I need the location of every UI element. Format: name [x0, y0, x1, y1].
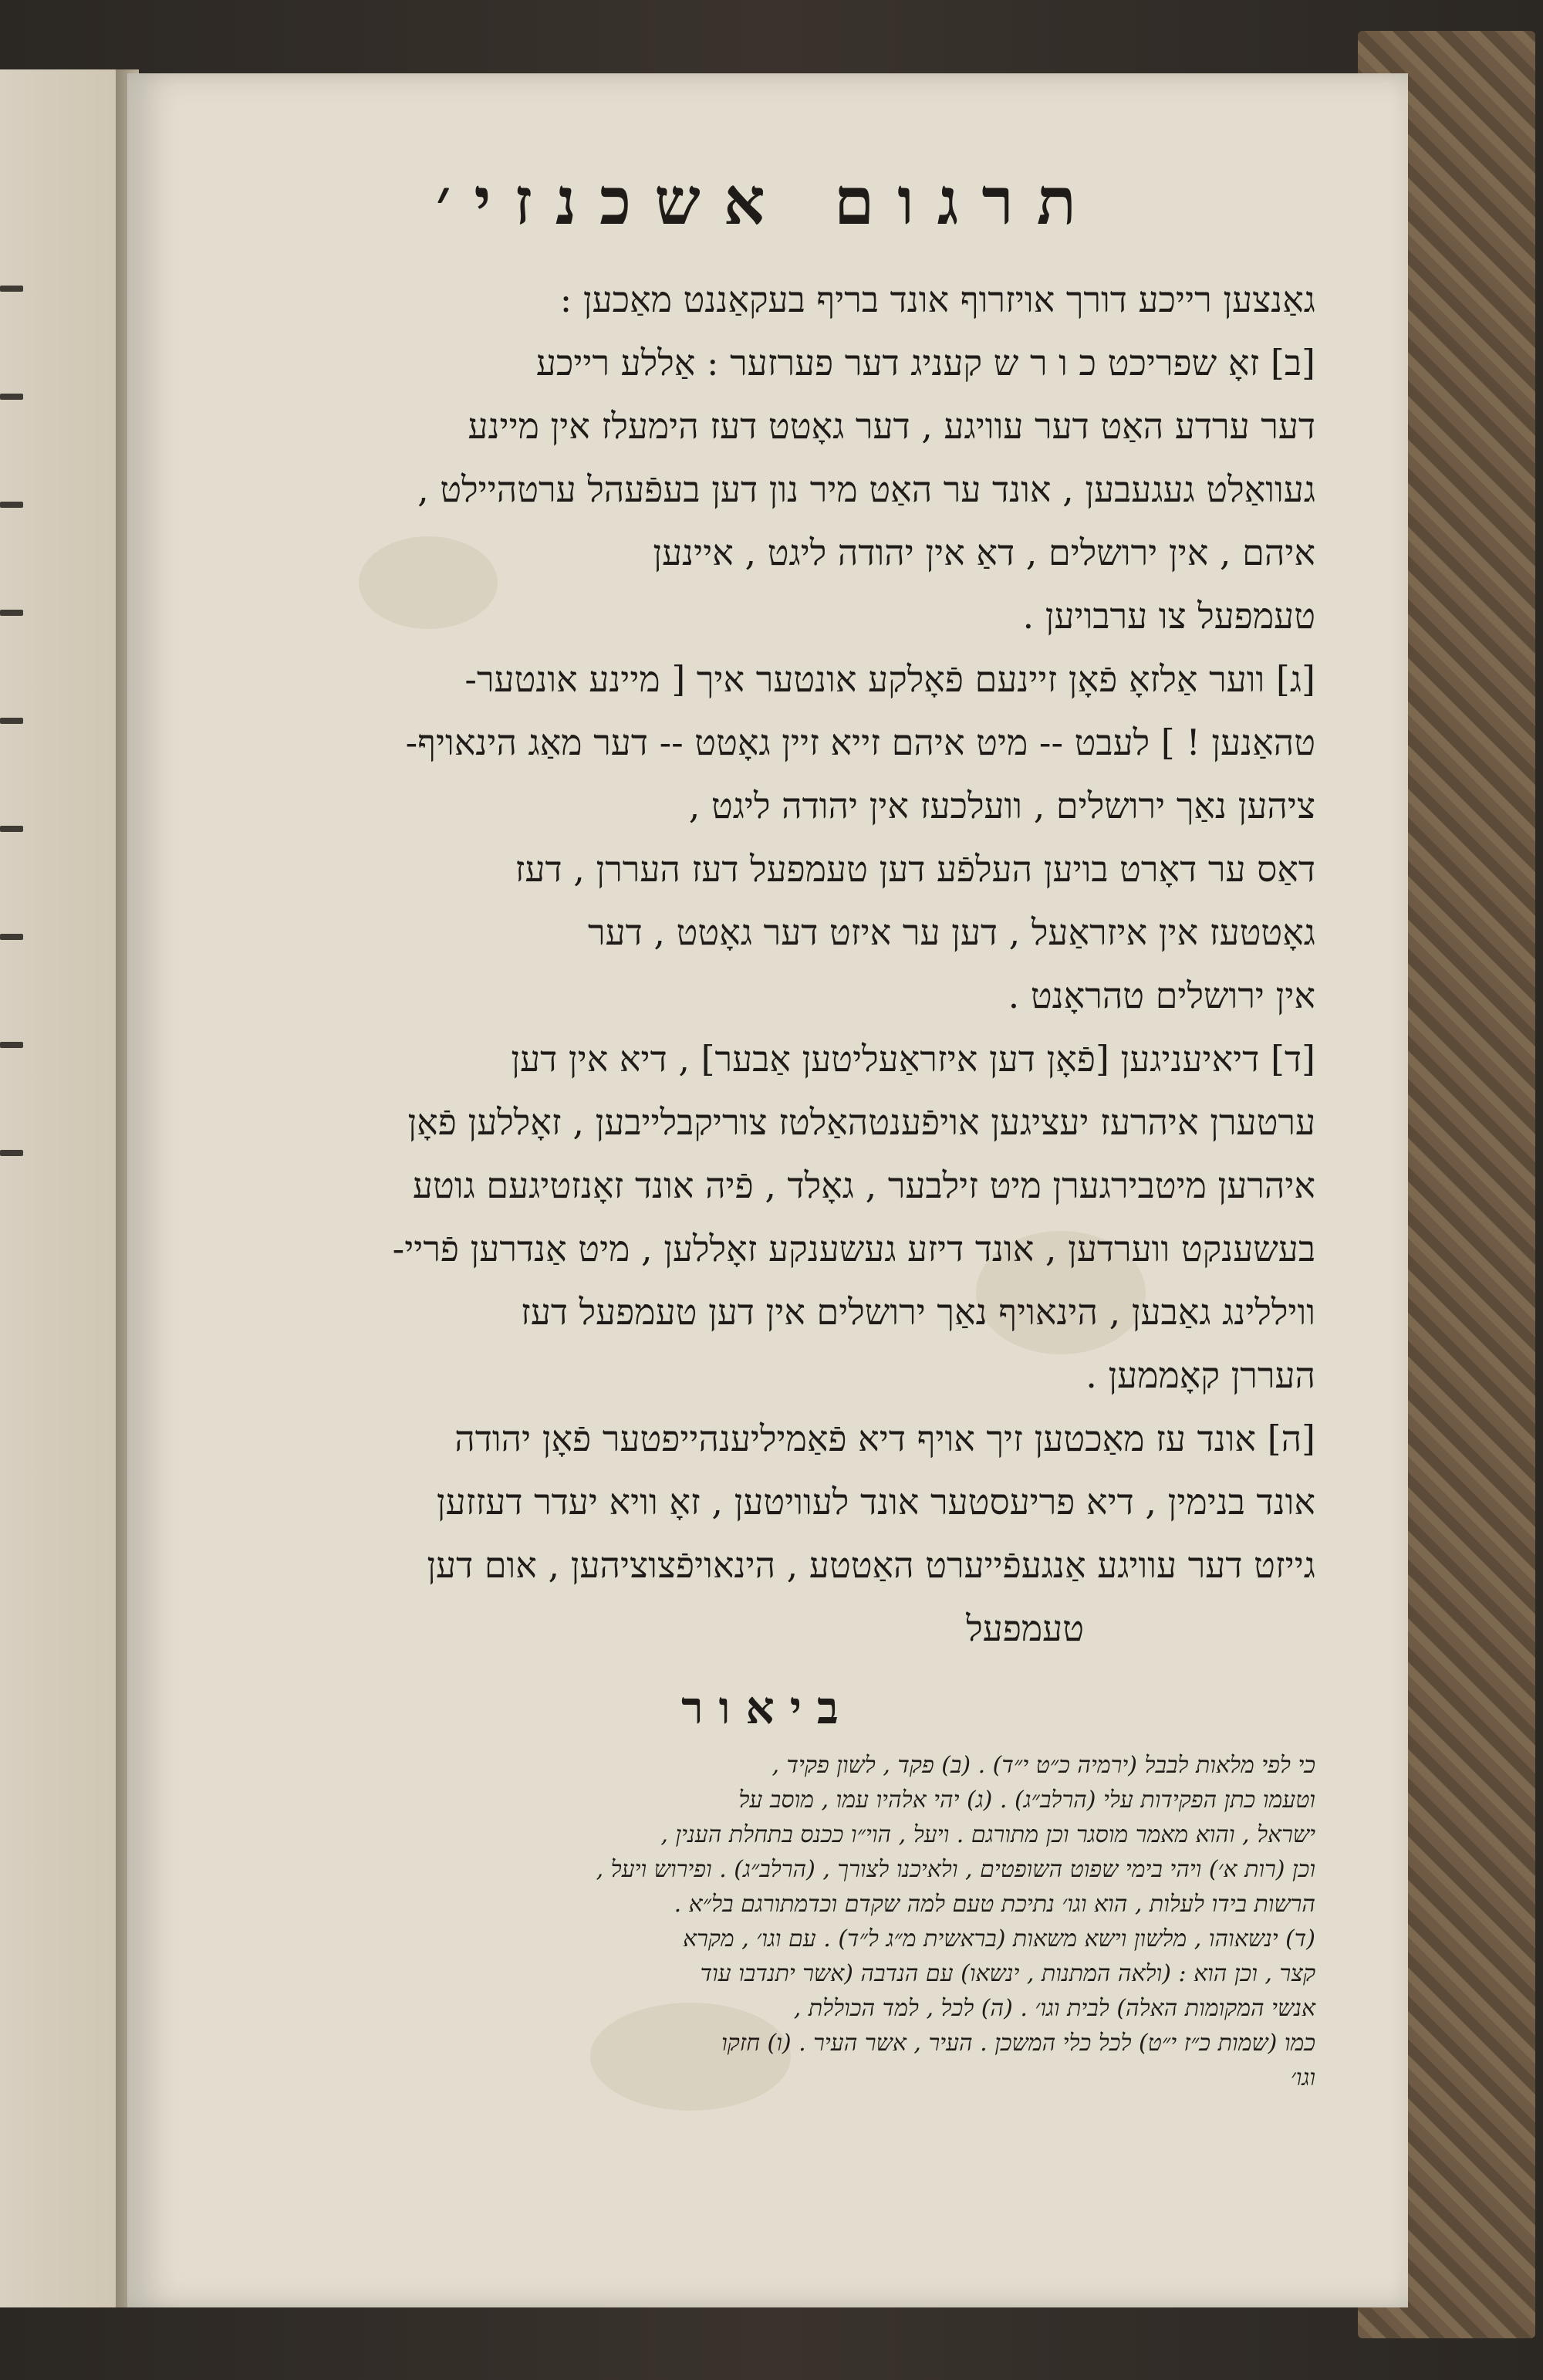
verse-line: גייזט דער עוויגע אַנגעפֿייערט האַטטע , הינאויפֿצוציהען , אום דען [427, 1544, 1315, 1587]
commentary-line: (ד) ינשאוהו , מלשון וישא משאות (בראשית מ״ג ל״ד) . עם וגו׳ , מקרא [683, 1925, 1315, 1953]
commentary-line: ישראל , והוא מאמר מוסגר וכן מתורגם . ויעל , הוי״ו ככנס בתחלת הענין , [660, 1821, 1315, 1849]
verse-line: ציהען נאַך ירושלים , וועלכעז אין יהודה ליגט , [688, 785, 1315, 827]
verse-line: טעמפעל [966, 1608, 1084, 1650]
book-page [127, 73, 1408, 2307]
commentary-line: קצר , וכן הוא : (ולאה המתנות , ינשאו) עם הנדבה (אשר יתנדבו עוד [700, 1960, 1315, 1988]
verse-line: אונד בנימין , דיא פריעסטער אונד לעוויטען , זאָ וויא יעדר דעזזען [436, 1481, 1315, 1523]
verse-line: טעמפעל צו ערבויען . [1022, 595, 1315, 637]
commentary-line: וגו׳ [1290, 2064, 1315, 2092]
verse-line: טהאַנען ! ] לעבט -- מיט איהם זייא זיין גאָטט -- דער מאַג הינאויף- [405, 722, 1315, 764]
verse-line: גאָטטעז אין איזראַעל , דען ער איזט דער גאָטט , דער [588, 911, 1315, 954]
verse-line: ערטערן איהרעז יעציגען אויפֿענטהאַלטז צוריקבלייבען , זאָללען פֿאָן [407, 1101, 1315, 1144]
verse-line: דאַס ער דאָרט בויען העלפֿע דען טעמפעל דעז העררן , דעז [515, 848, 1315, 891]
commentary-line: הרשות בידו לעלות , הוא וגו׳ נתיכת טעם למה שקדם וכדמתורגם בל״א . [674, 1891, 1315, 1919]
verse-line: גאַנצען רייכע דורך אויזרוף אונד בריף בעקאַננט מאַכען : [559, 279, 1315, 321]
left-page-edge [0, 69, 120, 2307]
commentary-line: וכן (רות א׳) ויהי בימי שפוט השופטים , ולאיכנו לצורך , (הרלב״ג) . ופירוש ויעל , [596, 1856, 1315, 1884]
commentary-heading: ביאור [681, 1682, 854, 1735]
verse-line: געוואַלט געגעבען , אונד ער האַט מיר נון דען בעפֿעהל ערטהיילט , [417, 468, 1315, 511]
commentary-line: וטעמו כתן הפקידות עלי (הרלב״ג) . (ג) יהי אלהיו עמו , מוסב על [738, 1787, 1315, 1814]
verse-line: אין ירושלים טהראָנט . [1008, 975, 1315, 1017]
verse-line: [ה] אונד עז מאַכטען זיך אויף דיא פֿאַמיליענהייפטער פֿאָן יהודה [454, 1418, 1315, 1460]
verse-line: העררן קאָממען . [1086, 1354, 1315, 1397]
verse-line: בעשענקט ווערדען , אונד דיזע געשענקע זאָללען , מיט אַנדרען פֿריי- [392, 1228, 1315, 1270]
verse-line: דער ערדע האַט דער עוויגע , דער גאָטט דעז הימעלז אין מיינע [468, 405, 1315, 448]
commentary-line: אנשי המקומות האלה) לבית וגו׳ . (ה) לכל , למד הכוללת , [793, 1995, 1315, 2023]
verse-line: איהם , אין ירושלים , דאַ אין יהודה ליגט , איינען [653, 532, 1315, 574]
verse-line: [ב] זאָ שפריכט כ ו ר ש קעניג דער פערזער : אַללע רייכע [535, 342, 1315, 384]
verse-text [220, 268, 1315, 1660]
verse-line: וויללינג גאַבען , הינאויף נאַך ירושלים אין דען טעמפעל דעז [521, 1291, 1315, 1334]
commentary-text [220, 1748, 1315, 2095]
left-page-text-marks [0, 69, 28, 2307]
verse-line: איהרען מיטבירגערן מיט זילבער , גאָלד , פֿיה אונד זאָנזטיגעם גוטע [413, 1165, 1315, 1207]
verse-line: [ד] דיאיעניגען [פֿאָן דען איזראַעליטען אַבער] , דיא אין דען [511, 1038, 1315, 1080]
commentary-line: כמו (שמות כ״ז י״ט) לכל כלי המשכן . העיר , אשר העיר . (ו) חזקו [721, 2030, 1315, 2057]
commentary-line: כי לפי מלאות לבבל (ירמיה כ״ט י״ד) . (ב) פקד , לשון פקיד , [772, 1752, 1315, 1780]
page-content [220, 163, 1315, 2095]
verse-line: [ג] ווער אַלזאָ פֿאָן זיינעם פֿאָלקע אונטער איך [ מיינע אונטער- [464, 658, 1315, 701]
page-title: תרגום אשכנזי׳ [436, 163, 1099, 239]
